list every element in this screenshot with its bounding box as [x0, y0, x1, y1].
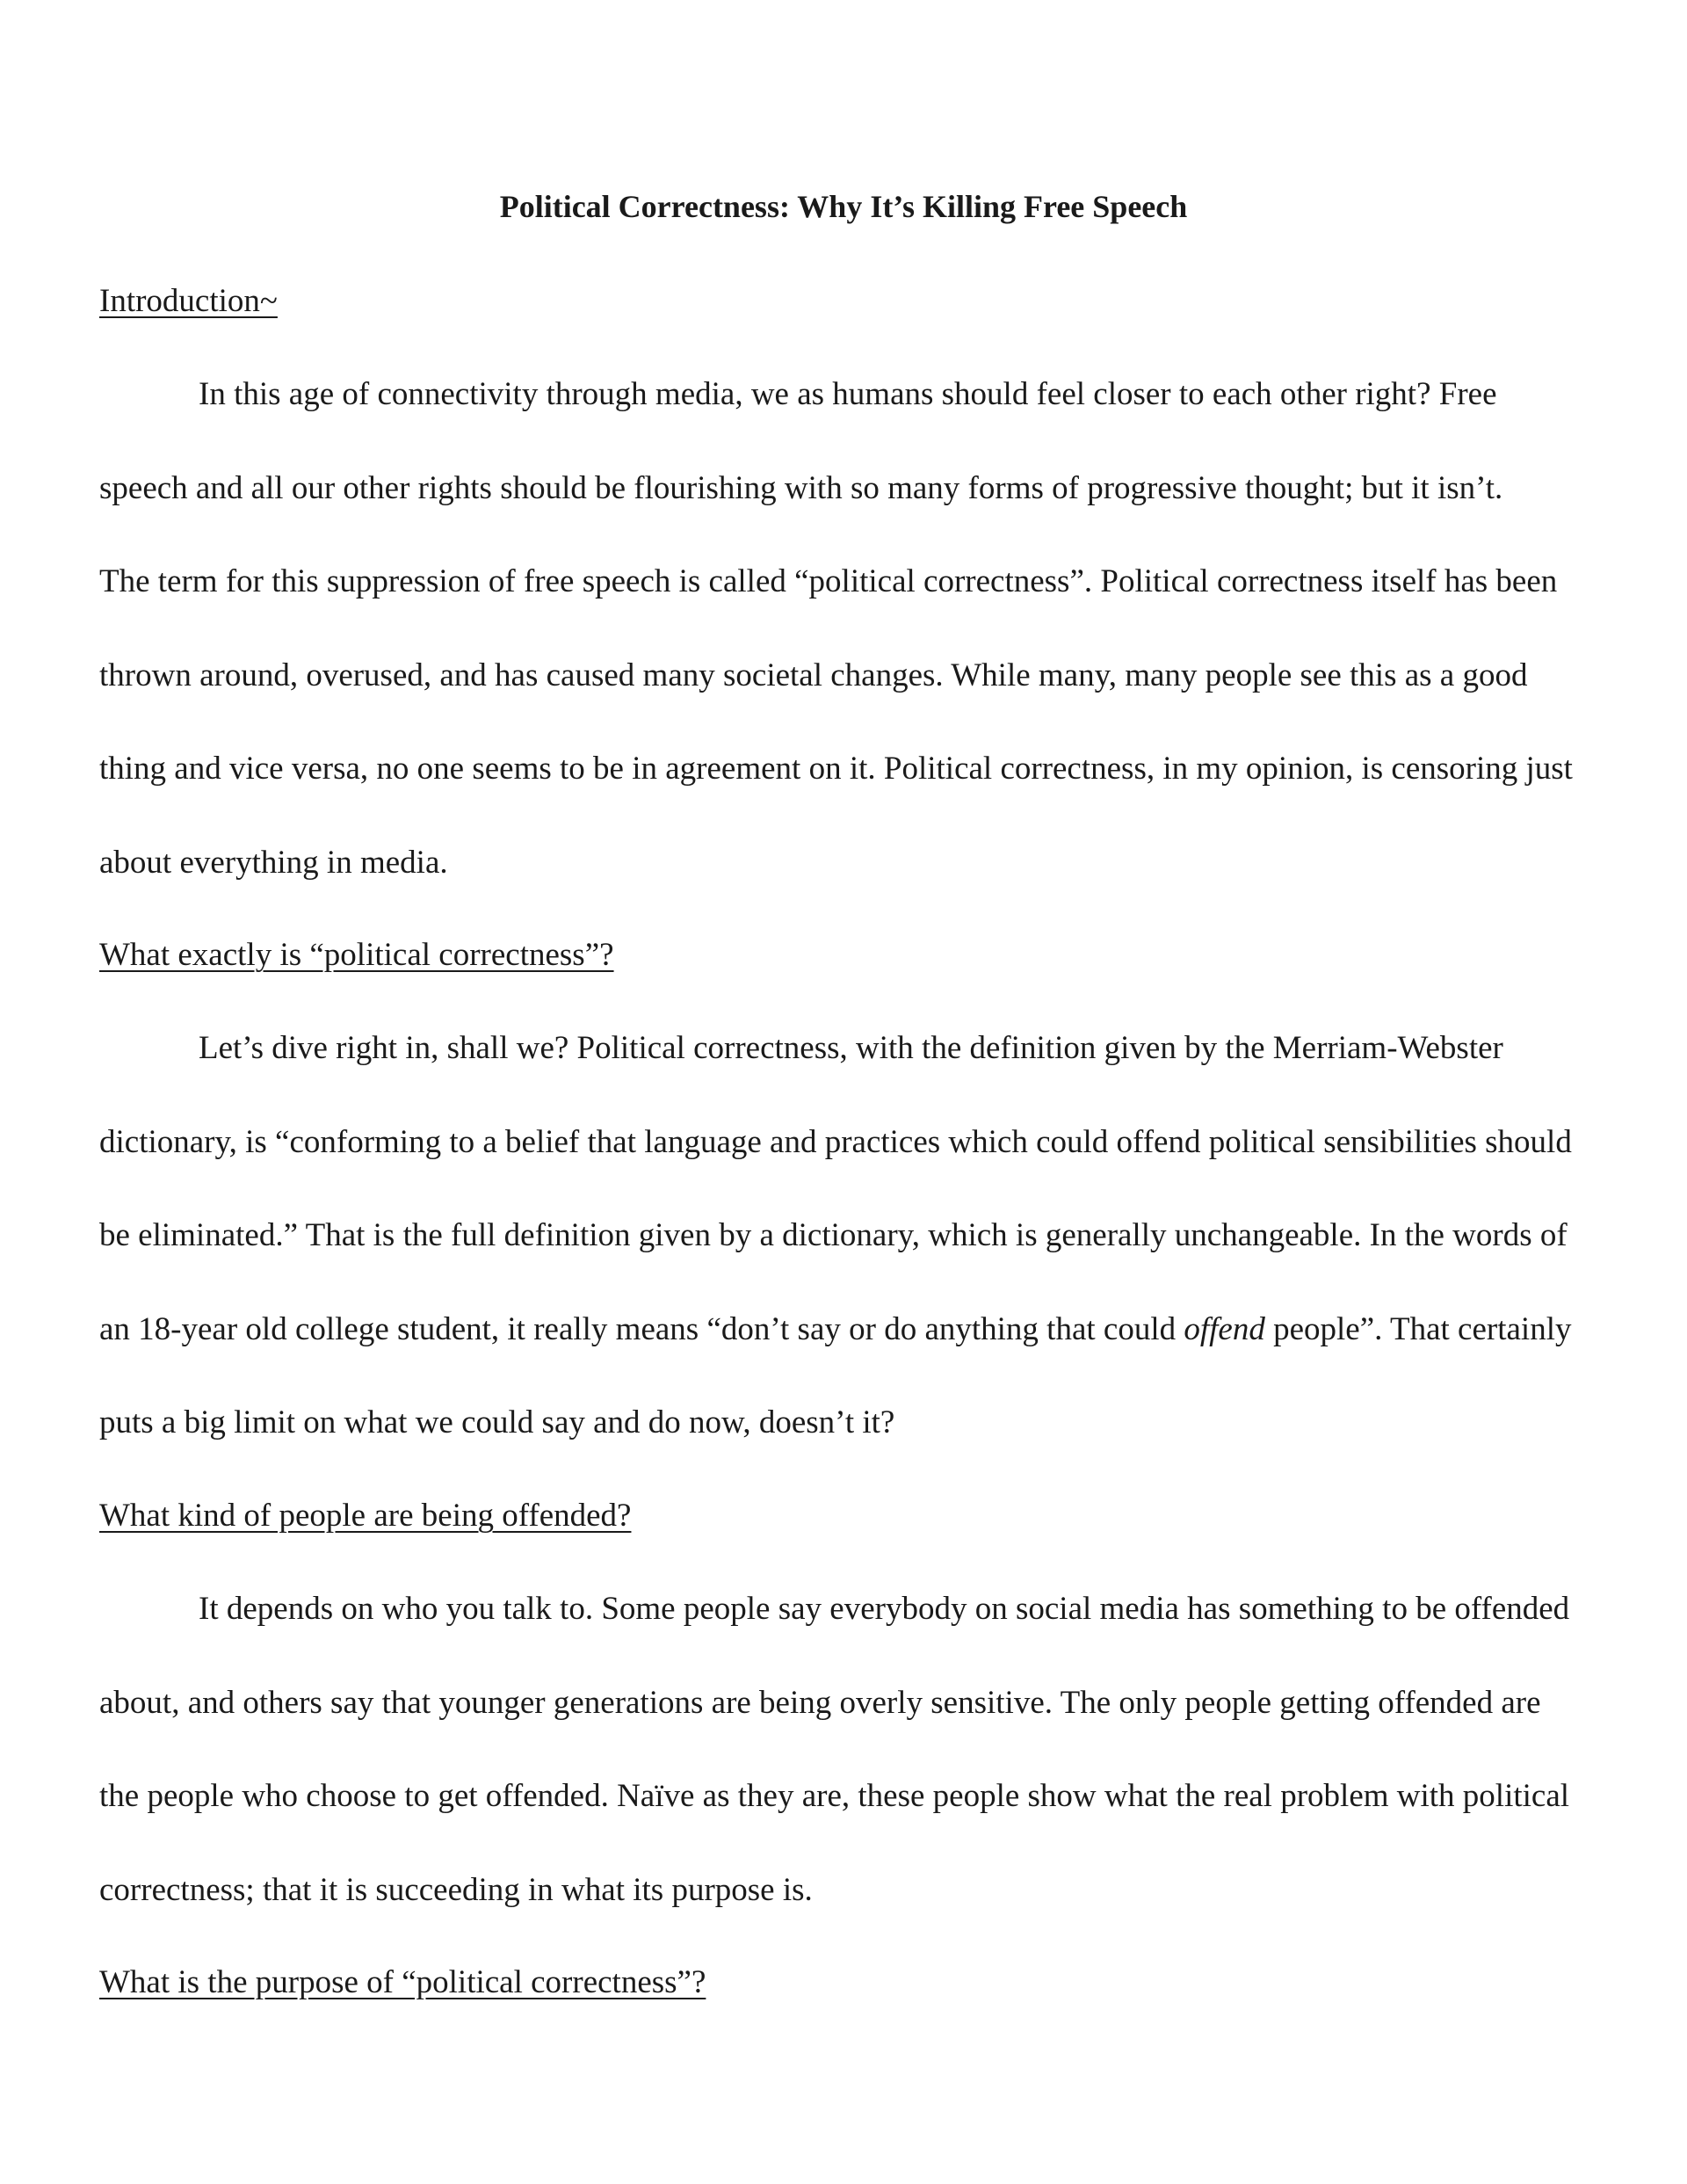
paragraph-line: Let’s dive right in, shall we? Political correctness, with the definition given by the Merriam-Webster	[199, 1030, 1503, 1066]
paragraph-introduction	[99, 348, 1593, 910]
paragraph-line: thing and vice versa, no one seems to be in agreement on it. Political correctness, in my opinion, is censoring just	[99, 751, 1573, 787]
paragraph-definition	[99, 1002, 1593, 1470]
line-text-before-emphasis: an 18-year old college student, it really means “don’t say or do anything that could	[99, 1310, 1184, 1347]
paragraph-line	[99, 1283, 1593, 1377]
paragraph-line: speech and all our other rights should be flourishing with so many forms of progressive thought; but it isn’t.	[99, 469, 1503, 506]
paragraph-line: about, and others say that younger generations are being overly sensitive. The only people getting offended are	[99, 1684, 1541, 1721]
paragraph-line: It depends on who you talk to. Some people say everybody on social media has something to be offended	[199, 1591, 1570, 1627]
emphasized-word: offend	[1184, 1310, 1265, 1347]
paragraph-line: the people who choose to get offended. Naïve as they are, these people show what the real problem with political	[99, 1778, 1570, 1814]
paragraph-offended	[99, 1563, 1593, 1937]
paragraph-line: correctness; that it is succeeding in what its purpose is.	[99, 1871, 813, 1908]
section-heading-definition: What exactly is “political correctness”?	[99, 937, 614, 973]
section-heading-purpose: What is the purpose of “political correctness”?	[99, 1964, 706, 2000]
section-heading-offended: What kind of people are being offended?	[99, 1498, 632, 1534]
section-heading-introduction: Introduction~	[99, 283, 278, 319]
paragraph-line: In this age of connectivity through media, we as humans should feel closer to each other right? Free	[199, 376, 1497, 412]
paragraph-line: about everything in media.	[99, 844, 448, 881]
paragraph-line: The term for this suppression of free speech is called “political correctness”. Political correctness itself has been	[99, 563, 1558, 599]
paragraph-line: puts a big limit on what we could say and do now, doesn’t it?	[99, 1404, 895, 1440]
paragraph-line: thrown around, overused, and has caused many societal changes. While many, many people see this as a good	[99, 657, 1528, 693]
paragraph-line: be eliminated.” That is the full definition given by a dictionary, which is generally unchangeable. In the words of	[99, 1217, 1568, 1253]
document-title: Political Correctness: Why It’s Killing Free Speech	[499, 189, 1188, 224]
line-text-after-emphasis: people”. That certainly	[1264, 1310, 1572, 1347]
paragraph-line: dictionary, is “conforming to a belief that language and practices which could offend political sensibilities should	[99, 1123, 1572, 1160]
